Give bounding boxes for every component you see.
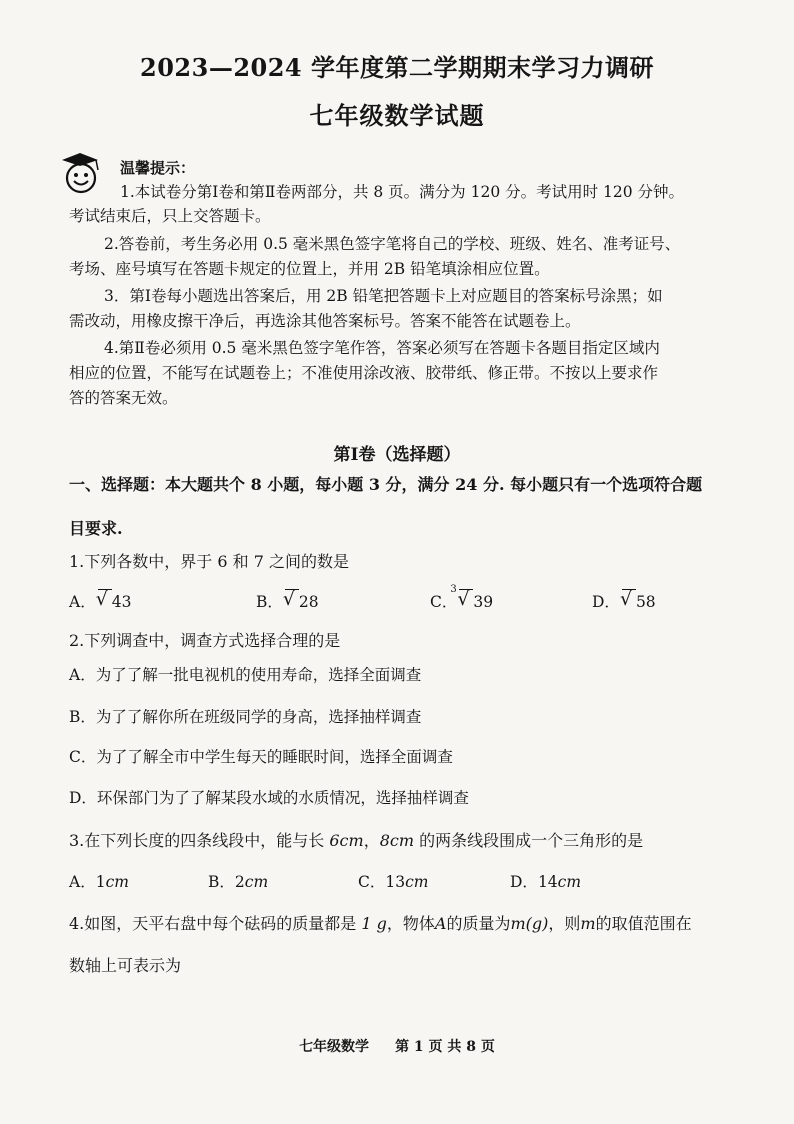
stem-text: 的两条线段围成一个三角形的是 — [414, 831, 644, 850]
radicand: 43 — [111, 593, 132, 611]
tips-heading: 温馨提示： — [120, 159, 196, 177]
tip-3-line-1: 3．第Ⅰ卷每小题选出答案后，用 2B 铅笔把答题卡上对应题目的答案标号涂黑；如 — [104, 287, 663, 305]
radicand: 58 — [635, 593, 656, 611]
tip-3-line-2: 需改动，用橡皮擦干净后，再选涂其他答案标号。答案不能答在试题卷上。 — [69, 312, 581, 330]
footer-page-info: 第 1 页 共 8 页 — [395, 1039, 495, 1055]
stem-text: ，物体 — [386, 914, 435, 933]
option-letter: A． — [69, 593, 96, 611]
tip-1-line-1: 1.本试卷分第Ⅰ卷和第Ⅱ卷两部分，共 8 页。满分为 120 分。考试用时 120 分钟。 — [120, 183, 685, 201]
question-2-option-d[interactable]: D．环保部门为了了解某段水域的水质情况，选择抽样调查 — [69, 789, 469, 807]
section-instruction-line-1: 一、选择题：本大题共个 8 小题，每小题 3 分，满分 24 分. 每小题只有一个选项符合题 — [69, 475, 703, 494]
option-letter: D． — [510, 873, 538, 891]
radical-sign: √ — [619, 588, 633, 610]
unit: cm — [557, 873, 582, 891]
option-letter: C． — [430, 593, 458, 611]
tip-1-line-2: 考试结束后，只上交答题卡。 — [69, 207, 271, 225]
footer-subject: 七年级数学 — [299, 1039, 370, 1055]
stem-text: ， — [363, 831, 380, 850]
stem-text: 4.如图，天平右盘中每个砝码的质量都是 — [69, 914, 362, 933]
question-3-option-d[interactable] — [510, 870, 581, 892]
page-footer — [0, 1036, 794, 1056]
stem-text: ，则 — [548, 914, 581, 933]
square-root-expression — [282, 588, 319, 611]
stem-text: 的质量为 — [446, 914, 511, 933]
question-2-option-a[interactable]: A．为了了解一批电视机的使用寿命，选择全面调查 — [69, 666, 422, 684]
question-1-option-c[interactable] — [430, 584, 494, 612]
mass-unit: 1 g — [361, 914, 387, 933]
smiley-graduate-icon — [58, 150, 104, 196]
question-4-stem-line-1 — [69, 911, 692, 934]
exam-subtitle: 七年级数学试题 — [309, 101, 485, 130]
option-letter: B． — [208, 873, 235, 891]
radicand: 28 — [298, 593, 319, 611]
radical-sign: √ — [95, 588, 108, 610]
unit: cm — [389, 831, 415, 850]
question-3-stem — [69, 828, 643, 851]
tip-4-line-3: 答的答案无效。 — [69, 389, 178, 407]
section-instruction-line-2: 目要求. — [69, 519, 123, 538]
option-letter: C． — [358, 873, 386, 891]
variable: m — [580, 914, 596, 933]
root-index: 3 — [450, 584, 457, 595]
tip-4-line-1: 4.第Ⅱ卷必须用 0.5 毫米黑色签字笔作答，答案必须写在答题卡各题目指定区域内 — [104, 339, 660, 357]
question-1-option-b[interactable] — [256, 590, 319, 612]
radical-sign: √ — [282, 588, 295, 610]
option-value: 14 — [537, 873, 558, 891]
option-value: 13 — [385, 873, 406, 891]
radical-sign: √ — [457, 588, 470, 610]
question-3-option-c[interactable] — [358, 870, 429, 892]
question-2-option-b[interactable]: B．为了了解你所在班级同学的身高，选择抽样调查 — [69, 708, 422, 726]
square-root-expression — [619, 588, 656, 611]
option-value: 2 — [234, 873, 245, 891]
length-value: 6 — [329, 831, 340, 850]
option-value: 1 — [95, 873, 106, 891]
unit: cm — [405, 873, 429, 891]
tip-2-line-2: 考场、座号填写在答题卡规定的位置上，并用 2B 铅笔填涂相应位置。 — [69, 260, 550, 278]
question-2-option-c[interactable]: C．为了了解全市中学生每天的睡眠时间，选择全面调查 — [69, 748, 453, 766]
cube-root-expression — [450, 584, 494, 611]
stem-text: 3.在下列长度的四条线段中，能与长 — [69, 831, 330, 850]
question-4-stem-line-2: 数轴上可表示为 — [69, 956, 182, 975]
unit: cm — [244, 873, 269, 891]
option-letter: A． — [69, 873, 96, 891]
variable-expression: m(g) — [510, 914, 549, 933]
exam-title: 2023—2024 学年度第二学期期末学习力调研 — [140, 53, 654, 82]
question-1-stem: 1.下列各数中，界于 6 和 7 之间的数是 — [69, 552, 349, 571]
question-1-option-d[interactable] — [592, 590, 656, 612]
option-letter: B． — [256, 593, 283, 611]
tip-4-line-2: 相应的位置，不能写在试题卷上；不准使用涂改液、胶带纸、修正带。不按以上要求作 — [69, 364, 659, 382]
length-value: 8 — [379, 831, 390, 850]
question-1-option-a[interactable] — [69, 590, 131, 612]
unit: cm — [339, 831, 364, 850]
question-3-option-a[interactable] — [69, 870, 129, 892]
square-root-expression — [95, 588, 132, 611]
option-letter: D． — [592, 593, 620, 611]
object-label: A — [434, 914, 447, 933]
question-3-option-b[interactable] — [208, 870, 268, 892]
tip-2-line-1: 2.答卷前，考生务必用 0.5 毫米黑色签字笔将自己的学校、班级、姓名、准考证号、 — [104, 235, 681, 253]
question-2-stem: 2.下列调查中，调查方式选择合理的是 — [69, 631, 341, 650]
unit: cm — [105, 873, 129, 891]
stem-text: 的取值范围在 — [595, 914, 692, 933]
radicand: 39 — [473, 593, 494, 611]
section-title: 第Ⅰ卷（选择题） — [333, 445, 461, 465]
